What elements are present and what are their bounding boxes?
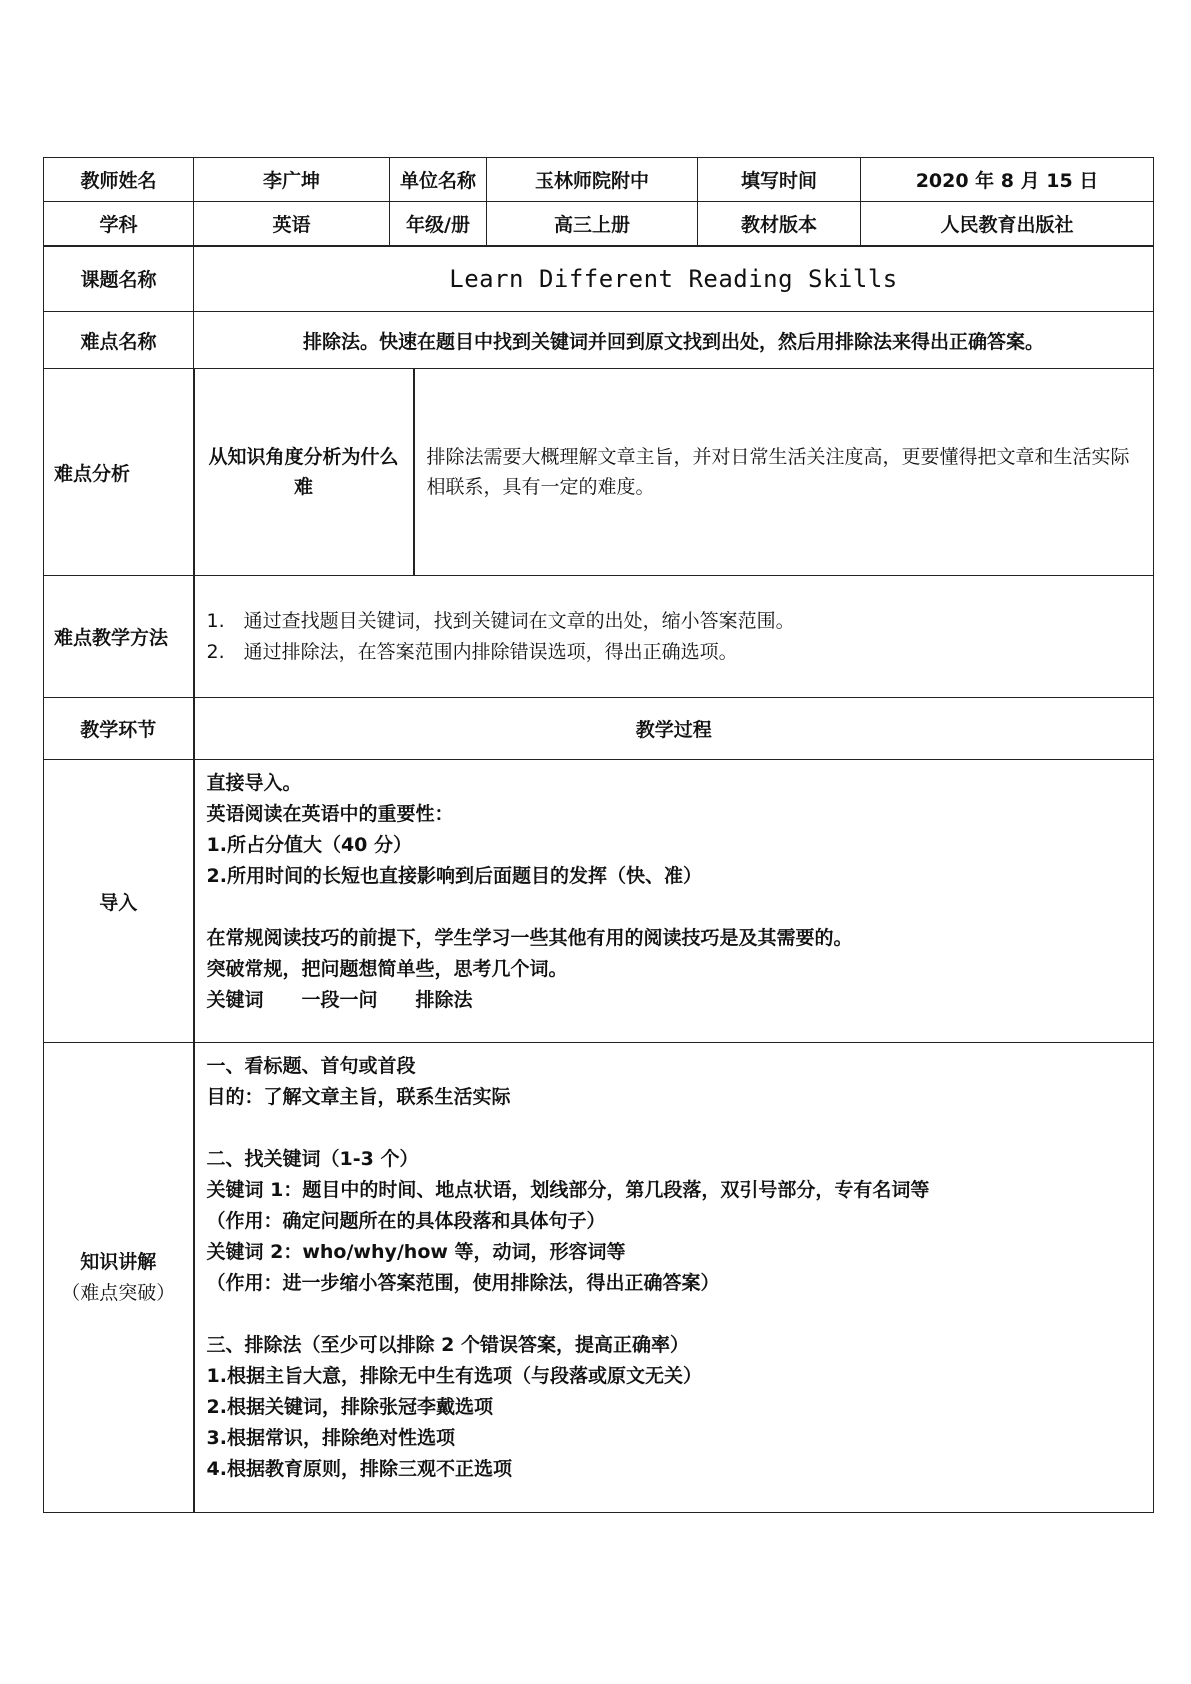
method-item-2: 2. 通过排除法，在答案范围内排除错误选项，得出正确选项。 [206,640,738,663]
knowledge-line: 目的：了解文章主旨，联系生活实际 [206,1086,511,1108]
knowledge-line: 关键词 2：who/why/how 等，动词，形容词等 [206,1241,626,1263]
knowledge-line: 关键词 1：题目中的时间、地点状语，划线部分，第几段落，双引号部分，专有名词等 [206,1179,930,1201]
edition-value: 人民教育出版社 [861,202,1154,246]
knowledge-spacer [207,1113,1142,1144]
intro-line: 2.所用时间的长短也直接影响到后面题目的发挥（快、准） [206,865,702,887]
knowledge-line: （作用：确定问题所在的具体段落和具体句子） [206,1210,606,1232]
intro-line: 突破常规，把问题想简单些，思考几个词。 [206,958,568,980]
knowledge-line: （作用：进一步缩小答案范围，使用排除法，得出正确答案） [206,1272,720,1294]
analysis-label: 难点分析 [44,369,194,576]
knowledge-spacer [207,1299,1142,1330]
knowledge-content [194,1043,1154,1513]
info-row-1 [44,158,1154,202]
difficulty-value: 排除法。快速在题目中找到关键词并回到原文找到出处，然后用排除法来得出正确答案。 [194,312,1154,369]
analysis-nested [195,369,1154,575]
subject-value: 英语 [194,202,390,246]
knowledge-line: 1.根据主旨大意，排除无中生有选项（与段落或原文无关） [206,1365,702,1387]
lesson-plan-table [43,157,1154,1513]
topic-value: Learn Different Reading Skills [194,246,1154,312]
knowledge-label-line1: 知识讲解 [80,1250,157,1273]
process-header-row [44,698,1154,760]
unit-label: 单位名称 [390,158,487,202]
intro-spacer [207,892,1142,923]
teacher-label: 教师姓名 [44,158,194,202]
process-value: 教学过程 [194,698,1154,760]
knowledge-line: 2.根据关键词，排除张冠李戴选项 [206,1396,493,1418]
intro-line: 关键词 一段一问 排除法 [206,989,473,1011]
unit-value: 玉林师院附中 [487,158,698,202]
difficulty-label: 难点名称 [44,312,194,369]
knowledge-line: 一、看标题、首句或首段 [206,1055,416,1077]
edition-label: 教材版本 [698,202,861,246]
info-row-2 [44,202,1154,246]
teacher-value: 李广坤 [194,158,390,202]
analysis-row [44,369,1154,576]
knowledge-line: 二、找关键词（1-3 个） [206,1148,419,1170]
process-label: 教学环节 [44,698,194,760]
analysis-content [194,369,1154,576]
knowledge-row [44,1043,1154,1513]
intro-line: 英语阅读在英语中的重要性： [206,803,454,825]
knowledge-line: 3.根据常识，排除绝对性选项 [206,1427,455,1449]
intro-line: 在常规阅读技巧的前提下，学生学习一些其他有用的阅读技巧是及其需要的。 [206,927,853,949]
method-row [44,576,1154,698]
intro-content [194,760,1154,1043]
date-label: 填写时间 [698,158,861,202]
method-label: 难点教学方法 [44,576,194,698]
topic-label: 课题名称 [44,246,194,312]
method-item-1: 1. 通过查找题目关键词，找到关键词在文章的出处，缩小答案范围。 [206,609,795,632]
method-content [194,576,1154,698]
grade-value: 高三上册 [487,202,698,246]
topic-row [44,246,1154,312]
intro-line: 直接导入。 [206,772,302,794]
knowledge-line: 三、排除法（至少可以排除 2 个错误答案，提高正确率） [206,1334,689,1356]
intro-label: 导入 [44,760,194,1043]
analysis-text: 排除法需要大概理解文章主旨，并对日常生活关注度高，更要懂得把文章和生活实际相联系，具有一定的难度。 [426,446,1130,498]
subject-label: 学科 [44,202,194,246]
intro-line: 1.所占分值大（40 分） [206,834,412,856]
intro-row [44,760,1154,1043]
analysis-sub-label: 从知识角度分析为什么难 [195,369,414,575]
date-value: 2020 年 8 月 15 日 [861,158,1154,202]
knowledge-label [44,1043,194,1513]
grade-label: 年级/册 [390,202,487,246]
difficulty-row [44,312,1154,369]
knowledge-line: 4.根据教育原则，排除三观不正选项 [206,1458,512,1480]
lesson-plan-form [43,157,1153,1513]
knowledge-label-line2: （难点突破） [61,1281,176,1304]
